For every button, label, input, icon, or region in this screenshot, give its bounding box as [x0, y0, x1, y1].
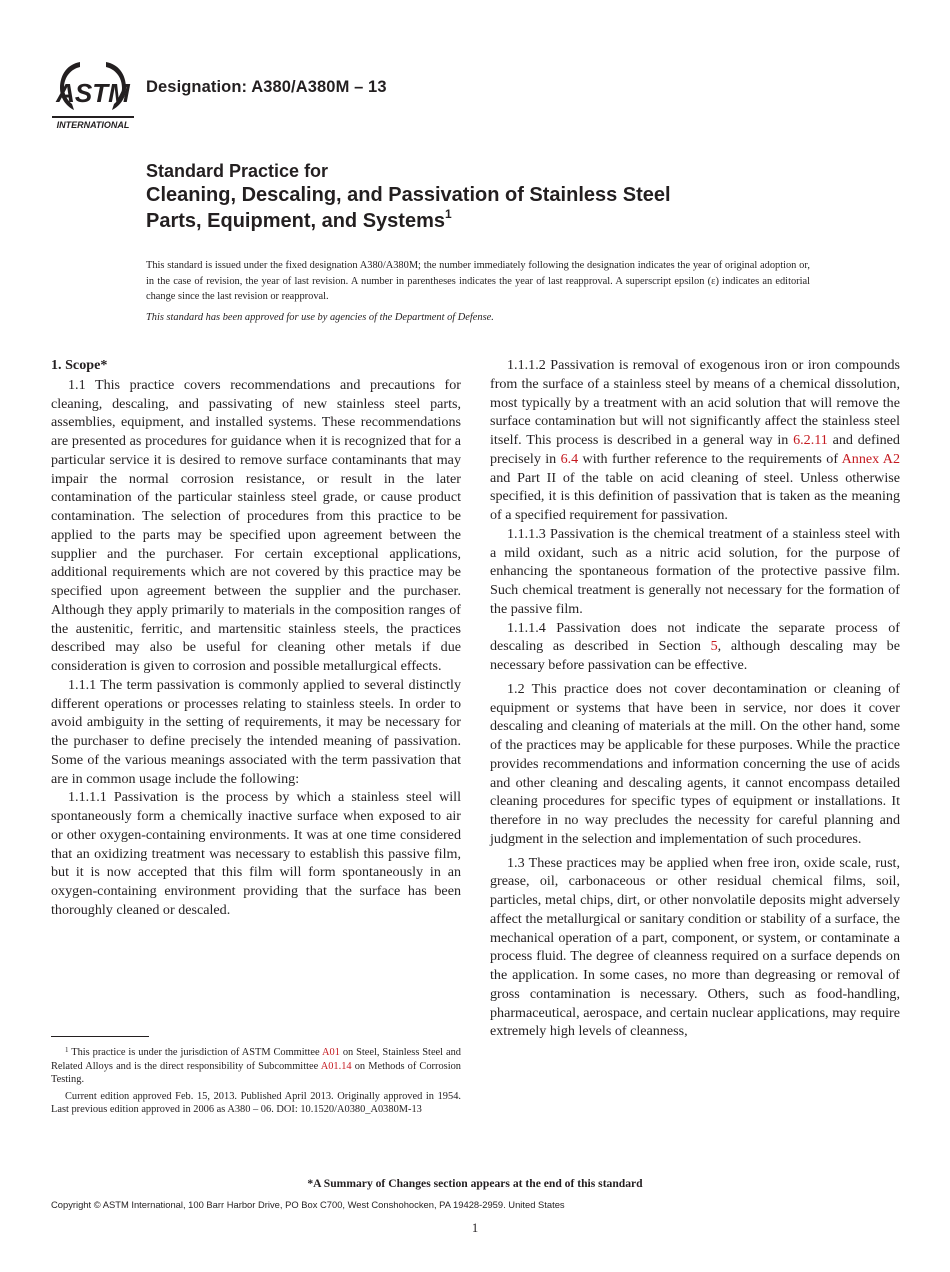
footnote-mark: 1 — [65, 1046, 69, 1054]
paragraph-1-1-1-4 — [490, 619, 900, 675]
title-footnote-mark[interactable]: 1 — [444, 207, 452, 221]
logo-letters: ASTM — [56, 78, 130, 108]
approval-note: This standard has been approved for use by agencies of the Department of Defense. — [146, 312, 494, 323]
text-run: This practice is under the jurisdiction of ASTM Committee — [71, 1047, 322, 1058]
logo-subtext: INTERNATIONAL — [56, 120, 130, 130]
link-committee-a01[interactable]: A01 — [322, 1047, 340, 1058]
text-run: on Steel, Stainless Steel and Related Alloys and is the direct responsibility of Subcommittee — [51, 1047, 461, 1072]
text-run: and defined precisely in — [490, 432, 900, 467]
footnote-rule — [51, 1036, 149, 1037]
title-line-2-text: Parts, Equipment, and Systems — [146, 210, 445, 232]
text-run: and Part II of the table on acid cleaning of steel. Unless otherwise specified, it is this definition of passivation that is taken as the meaning of a specified requirement for passivation. — [490, 469, 900, 523]
paragraph-1-1-1: 1.1.1 The term passivation is commonly applied to several distinctly different operations or processes relating to stainless steels. In order to avoid ambiguity in the setting of requirements, it may be necessary for the purchaser to define precisely the intended meaning of passivation. Some of the various meanings associated with the term passivation that are in common usage include the following: — [51, 676, 461, 787]
title-block — [146, 160, 866, 234]
summary-of-changes-note: *A Summary of Changes section appears at the end of this standard — [307, 1177, 643, 1190]
text-run: 1.1.1.2 Passivation is removal of exogenous iron or iron compounds from the surface of a stainless steel by means of a chemical dissolution, most typically by a treatment with an acid solution that will remove the surface contamination but will not significantly affect the stainless steel itself. This process is described in a general way in — [490, 357, 900, 448]
footnote — [51, 1046, 461, 1120]
left-column — [51, 356, 461, 920]
footnote-edition: Current edition approved Feb. 15, 2013. Published April 2013. Originally approved in 1954. Last previous edition approved in 2006 as A380 – 06. DOI: 10.1520/A0380_A0380M-13 — [51, 1090, 461, 1116]
text-run: 1.1.1.4 Passivation does not indicate the separate process of descaling as described in Section — [490, 619, 900, 655]
paragraph-1-2: 1.2 This practice does not cover decontamination or cleaning of equipment or systems that have been in service, nor does it cover descaling and cleaning of materials at the mill. On the other hand, some of the practices may be applicable for these purposes. While the practice provides recommendations and information concerning the use of acids and other cleaning and descaling agents, it cannot encompass detailed cleaning procedures for specific types of equipment or installations. It therefore in no way precludes the necessity for careful planning and judgment in the selection and implementation of such procedures. — [490, 680, 900, 847]
text-run: , although descaling may be necessary before passivation can be effective. — [490, 638, 900, 673]
title-line-2 — [146, 208, 866, 234]
designation: Designation: A380/A380M – 13 — [146, 78, 387, 96]
astm-logo-icon — [50, 60, 136, 132]
link-section-5[interactable]: 5 — [710, 638, 718, 655]
title-line-1: Cleaning, Descaling, and Passivation of Stainless Steel — [146, 184, 671, 206]
paragraph-1-3: 1.3 These practices may be applied when free iron, oxide scale, rust, grease, oil, carbonaceous or other residual chemical films, soil, particles, metal chips, dirt, or other nonvolatile deposits might adversely affect the metallurgical or sanitary condition or stability of a surface, the mechanical operation of a part, component, or system, or contaminate a process fluid. The degree of cleanness required on a surface depends on the application. In some cases, no more than degreasing or removal of gross contamination is necessary. Others, such as food-handling, pharmaceutical, aerospace, and certain nuclear applications, may require extremely high levels of cleanness, — [490, 854, 900, 1040]
link-annex-a2[interactable]: Annex A2 — [841, 450, 900, 467]
title-pre: Standard Practice for — [146, 161, 329, 181]
link-section-6-2-11[interactable]: 6.2.11 — [793, 432, 828, 448]
text-run: on Methods of Corrosion Testing. — [51, 1060, 461, 1086]
copyright: Copyright © ASTM International, 100 Barr Harbor Drive, PO Box C700, West Conshohocken, PA 19428-2959. United States — [51, 1199, 565, 1210]
paragraph-1-1: 1.1 This practice covers recommendations and precautions for cleaning, descaling, and passivating of new stainless steel parts, assemblies, equipment, and installed systems. These recommendations are presented as procedures for guidance when it is recognized that for a particular service it is desired to remove surface contaminants that may impair the normal corrosion resistance, or result in the later contamination of the particular stainless steel grade, or cause product contamination. The selection of procedures from this practice to be applied to the parts may be specified upon agreement between the supplier and the purchaser. For certain exceptional applications, additional requirements which are not covered by this practice may be specified upon agreement between the supplier and the purchaser. Although they apply primarily to materials in the composition ranges of the austenitic, ferritic, and martensitic stainless steels, the practices described may also be useful for cleaning other metals if due consideration is given to corrosion and possible metallurgical effects. — [51, 376, 461, 674]
page-number: 1 — [471, 1221, 479, 1235]
link-subcommittee-a01-14[interactable]: A01.14 — [320, 1060, 352, 1072]
issue-note: This standard is issued under the fixed designation A380/A380M; the number immediately following the designation indicates the year of original adoption or, in the case of revision, the year of last revision. A number in parentheses indicates the year of last reapproval. A superscript epsilon (ε) indicates an editorial change since the last revision or reapproval. — [146, 260, 810, 303]
paragraph-1-1-1-1: 1.1.1.1 Passivation is the process by which a stainless steel will spontaneously form a chemically inactive surface when exposed to air or other oxygen-containing environments. It was at one time considered that an oxidizing treatment was necessary to establish this passive film, but it is now accepted that this film will form spontaneously in an oxygen-containing environment providing that the surface has been thoroughly cleaned or descaled. — [51, 789, 461, 918]
footnote-1 — [51, 1046, 461, 1087]
paragraph-1-1-1-2 — [490, 356, 900, 525]
text-run: with further reference to the requirements of — [578, 450, 842, 467]
paragraph-1-1-1-3: 1.1.1.3 Passivation is the chemical treatment of a stainless steel with a mild oxidant, such as a nitric acid solution, for the purpose of enhancing the spontaneous formation of the protective passive film. Such chemical treatment is generally not necessary for the formation of the passive film. — [490, 525, 900, 617]
link-section-6-4[interactable]: 6.4 — [560, 450, 579, 467]
section-heading-scope: 1. Scope* — [51, 357, 108, 373]
right-column — [490, 356, 900, 1041]
